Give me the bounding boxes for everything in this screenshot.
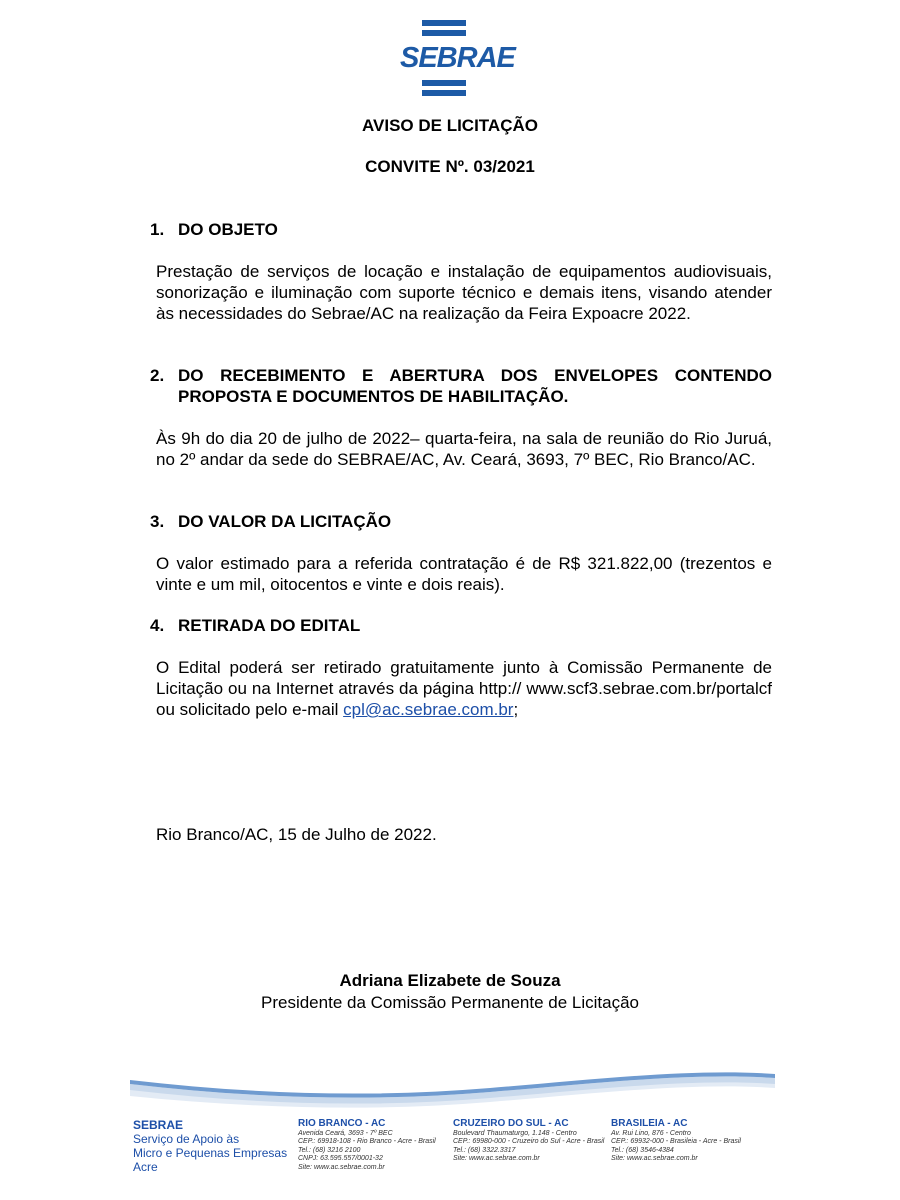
footer-office-line: Av. Rui Lino, 876 - Centro bbox=[611, 1130, 691, 1137]
section-heading bbox=[150, 219, 772, 240]
punctuation: ; bbox=[513, 700, 519, 719]
email-link[interactable]: cpl@ac.sebrae.com.br bbox=[343, 700, 514, 719]
section-number: 2. bbox=[150, 366, 165, 385]
footer-org-line: Micro e Pequenas Empresas bbox=[133, 1146, 288, 1160]
footer-office-line: Boulevard Thaumaturgo, 1.148 - Centro bbox=[453, 1130, 577, 1137]
section-body: Prestação de serviços de locação e instalação de equipamentos audiovisuais, sonorização e iluminação com suporte técnico e demais itens, visando atender às necessidades do Sebrae/AC na realização da Feira Expoacre 2022. bbox=[156, 262, 772, 323]
section-heading bbox=[150, 511, 772, 532]
footer-office-cruzeiro-do-sul bbox=[453, 1118, 604, 1164]
footer-office-line: Site: www.ac.sebrae.com.br bbox=[611, 1155, 698, 1163]
section-number: 1. bbox=[150, 220, 165, 239]
section-heading bbox=[150, 365, 772, 407]
footer-wave bbox=[130, 1062, 775, 1112]
footer-office-title: BRASILEIA - AC bbox=[611, 1118, 688, 1129]
section-body: O valor estimado para a referida contratação é de R$ 321.822,00 (trezentos e vinte e um mil, oitocentos e vinte e dois reais). bbox=[156, 554, 772, 594]
signatory-role: Presidente da Comissão Permanente de Licitação bbox=[261, 993, 639, 1012]
footer-office-title: RIO BRANCO - AC bbox=[298, 1118, 386, 1129]
section-body: Às 9h do dia 20 de julho de 2022– quarta-feira, na sala de reunião do Rio Juruá, no 2º andar da sede do SEBRAE/AC, Av. Ceará, 3693, 7º BEC, Rio Branco/AC. bbox=[156, 429, 772, 469]
section-heading-text: RETIRADA DO EDITAL bbox=[178, 616, 361, 635]
logo-bar bbox=[422, 20, 466, 26]
logo-bar bbox=[422, 80, 466, 86]
footer-office-line: CNPJ: 63.595.557/0001-32 bbox=[298, 1155, 383, 1163]
section-heading-text: DO OBJETO bbox=[178, 220, 278, 239]
section-number: 3. bbox=[150, 512, 165, 531]
footer-office-line: CEP.: 69980-000 - Cruzeiro do Sul - Acre - Brasil bbox=[453, 1138, 605, 1146]
logo-wordmark: SEBRAE bbox=[400, 42, 515, 74]
document-title: AVISO DE LICITAÇÃO bbox=[362, 116, 538, 135]
section-heading-text: DO RECEBIMENTO E ABERTURA DOS ENVELOPES CONTENDO PROPOSTA E DOCUMENTOS DE HABILITAÇÃO. bbox=[178, 366, 772, 406]
footer-office-rio-branco bbox=[298, 1118, 436, 1172]
footer-office-line: Tel.: (68) 3216 2100 bbox=[298, 1146, 361, 1154]
footer-office-brasileia bbox=[611, 1118, 741, 1164]
sebrae-logo bbox=[400, 18, 515, 96]
footer-office-line: CEP.: 69918-108 - Rio Branco - Acre - Brasil bbox=[298, 1138, 436, 1146]
section-heading-text: DO VALOR DA LICITAÇÃO bbox=[178, 512, 392, 531]
document-subtitle: CONVITE Nº. 03/2021 bbox=[365, 157, 535, 176]
footer-org-line: Serviço de Apoio às bbox=[133, 1132, 240, 1146]
footer-org-line: Acre bbox=[133, 1160, 158, 1174]
footer-office-line: Site: www.ac.sebrae.com.br bbox=[298, 1163, 385, 1171]
footer-office-line: Tel.: (68) 3546-4384 bbox=[611, 1146, 674, 1154]
footer-office-line: Tel.: (68) 3322.3317 bbox=[453, 1146, 516, 1154]
footer-office-line: CEP.: 69932-000 - Brasileia - Acre - Brasil bbox=[611, 1138, 741, 1146]
logo-bar bbox=[422, 30, 466, 36]
section-body bbox=[156, 657, 772, 720]
footer-org bbox=[133, 1118, 287, 1174]
signatory-name: Adriana Elizabete de Souza bbox=[339, 971, 561, 990]
section-body-text: O Edital poderá ser retirado gratuitamente junto à Comissão Permanente de Licitação ou na Internet através da página http:// www.scf3.sebrae.com.br/portalcf ou solicitado pelo e-mail bbox=[156, 658, 772, 719]
place-date: Rio Branco/AC, 15 de Julho de 2022. bbox=[156, 825, 437, 844]
footer-org-name: SEBRAE bbox=[133, 1118, 184, 1132]
footer-office-line: Avenida Ceará, 3693 - 7º BEC bbox=[298, 1130, 393, 1137]
section-number: 4. bbox=[150, 616, 165, 635]
footer-office-line: Site: www.ac.sebrae.com.br bbox=[453, 1155, 540, 1163]
section-heading bbox=[150, 615, 772, 636]
signature-block bbox=[0, 970, 900, 1014]
footer-office-title: CRUZEIRO DO SUL - AC bbox=[453, 1118, 569, 1129]
logo-bar bbox=[422, 90, 466, 96]
